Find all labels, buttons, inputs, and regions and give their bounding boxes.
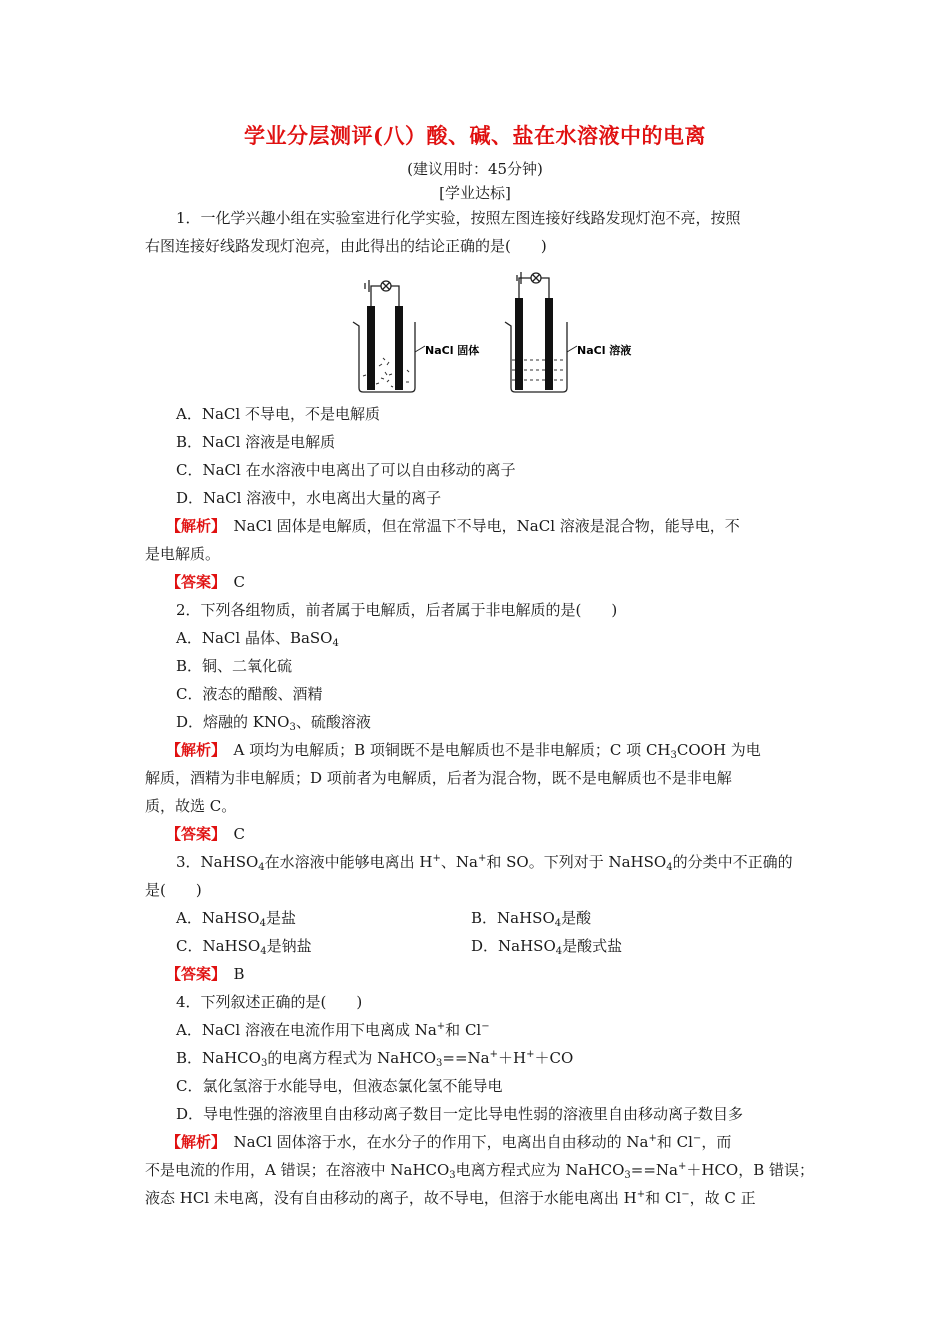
- right-electrode-2: [545, 298, 553, 390]
- q2-option-d: D．熔融的 $KNO_3$、硫酸溶液: [176, 713, 371, 733]
- q3-option-d: D．NaHSO$_4$是酸式盐: [471, 937, 623, 957]
- q4-analysis-line2: 不是电流的作用，A 错误；在溶液中 NaHCO$_3$电离方程式应为 NaHCO$_3$==Na+＋HCO，B 错误；: [145, 1161, 815, 1181]
- q1-answer: 【答案】 C: [166, 573, 246, 591]
- left-electrode-1: [367, 306, 375, 390]
- answer-tag: 【答案】: [166, 573, 219, 591]
- q2-analysis-line3: 质，故选 C。: [145, 797, 237, 815]
- right-beaker: [505, 272, 567, 392]
- q1-analysis-line1: 【解析】 NaCl 固体是电解质，但在常温下不导电，NaCl 溶液是混合物，能导电，不: [166, 517, 740, 535]
- q2-option-b: B．铜、二氧化硫: [176, 657, 293, 675]
- time-note: (建议用时：45分钟): [407, 160, 543, 178]
- q3-options-row1: [176, 908, 810, 928]
- q3-options-row2: [176, 936, 810, 956]
- conductivity-figure: [345, 266, 645, 396]
- q1-analysis-line2: 是电解质。: [145, 545, 221, 563]
- q4-option-c: C．氯化氢溶于水能导电，但液态氯化氢不能导电: [176, 1077, 503, 1095]
- q2-option-c: C．液态的醋酸、酒精: [176, 685, 323, 703]
- page-title: 学业分层测评(八）酸、碱、盐在水溶液中的电离: [244, 123, 706, 148]
- q3-option-a: A．NaHSO$_4$是盐: [176, 909, 296, 929]
- left-beaker: [353, 280, 415, 392]
- q4-analysis-line1: 【解析】 NaCl 固体溶于水，在水分子的作用下，电离出自由移动的 Na+和 Cl−，而: [166, 1133, 732, 1151]
- q2-answer: 【答案】 C: [166, 825, 246, 843]
- q1-option-b: B．NaCl 溶液是电解质: [176, 433, 336, 451]
- q1-option-d: D．NaCl 溶液中，水电离出大量的离子: [176, 489, 442, 507]
- q4-stem: 4．下列叙述正确的是( ): [176, 993, 363, 1011]
- section-heading: [学业达标]: [439, 184, 511, 202]
- analysis-tag: 【解析】: [166, 517, 219, 535]
- q3-answer: 【答案】 B: [166, 965, 245, 983]
- q2-analysis-line2: 解质，酒精为非电解质；D 项前者为电解质，后者为混合物，既不是电解质也不是非电解: [145, 769, 732, 787]
- q3-option-b: B．NaHSO$_4$是酸: [471, 909, 592, 929]
- q3-option-c: C．NaHSO$_4$是钠盐: [176, 937, 312, 957]
- beaker-circuit-diagram: [345, 266, 645, 396]
- left-beaker-label: NaCl 固体: [425, 344, 480, 357]
- q1-option-a: A．NaCl 不导电，不是电解质: [176, 405, 380, 423]
- q4-analysis-line3: 液态 HCl 未电离，没有自由移动的离子，故不导电，但溶于水能电离出 H+和 Cl−，故 C 正: [145, 1189, 756, 1207]
- q3-stem-line1: 3．NaHSO$_4$在水溶液中能够电离出 H+、Na+和 SO。下列对于 NaHSO$_4$的分类中不正确的: [176, 853, 793, 873]
- q4-option-d: D．导电性强的溶液里自由移动离子数目一定比导电性弱的溶液里自由移动离子数目多: [176, 1105, 744, 1123]
- q4-option-b: B．NaHCO$_3$的电离方程式为 NaHCO$_3$==Na+＋H+＋CO: [176, 1049, 574, 1069]
- q2-option-a: A．NaCl 晶体、BaSO$_4$: [176, 629, 339, 649]
- right-beaker-label: NaCl 溶液: [577, 344, 632, 357]
- left-electrode-2: [395, 306, 403, 390]
- q1-stem-line2: 右图连接好线路发现灯泡亮，由此得出的结论正确的是( ): [145, 237, 547, 255]
- right-electrode-1: [515, 298, 523, 390]
- q2-analysis-line1: 【解析】 A 项均为电解质；B 项铜既不是电解质也不是非电解质；C 项 $CH_3COOH$ 为电: [166, 741, 761, 761]
- q1-stem-line1: 1．一化学兴趣小组在实验室进行化学实验，按照左图连接好线路发现灯泡不亮，按照: [176, 209, 741, 227]
- q2-stem: 2．下列各组物质，前者属于电解质，后者属于非电解质的是( ): [176, 601, 618, 619]
- q1-option-c: C．NaCl 在水溶液中电离出了可以自由移动的离子: [176, 461, 516, 479]
- q3-stem-line2: 是( ): [145, 881, 202, 899]
- q4-option-a: A．NaCl 溶液在电流作用下电离成 Na+和 Cl−: [176, 1021, 490, 1039]
